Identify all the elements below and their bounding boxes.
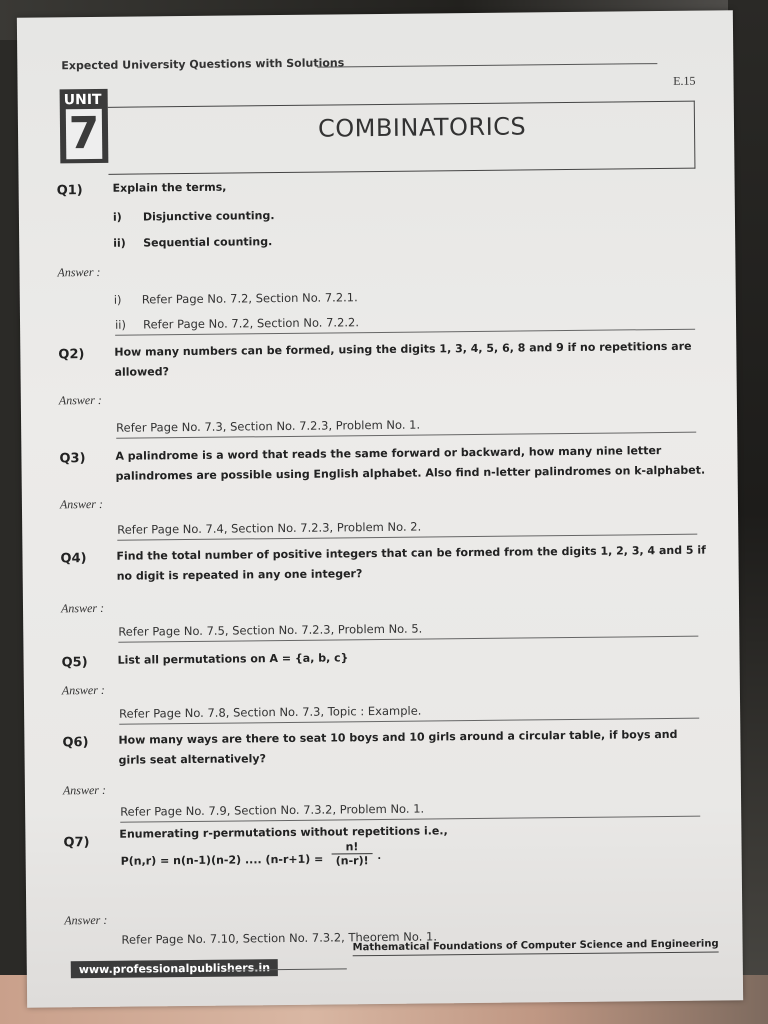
answer-item-text: Refer Page No. 7.2, Section No. 7.2.2. xyxy=(142,315,360,332)
question-label: Q1) xyxy=(56,183,83,199)
answer-reference: Refer Page No. 7.10, Section No. 7.3.2, Theorem No. 1. xyxy=(121,929,438,947)
footer-book-title: Mathematical Foundations of Computer Science and Engineering xyxy=(353,938,719,956)
question-label: Q3) xyxy=(59,451,86,467)
answer-reference xyxy=(115,312,695,336)
answer-reference: Refer Page No. 7.8, Section No. 7.3, Topic : Example. xyxy=(119,701,699,725)
answer-item-text: Refer Page No. 7.2, Section No. 7.2.1. xyxy=(141,290,358,307)
unit-number: 7 xyxy=(66,109,103,159)
answer-label: Answer : xyxy=(58,392,102,408)
answer-item-number: i) xyxy=(113,292,122,307)
formula-fraction xyxy=(331,840,372,867)
question-text: Enumerating r-permutations without repetitions i.e., xyxy=(119,824,448,841)
question-text: Find the total number of positive integers that can be formed from the digits 1, 2, 3, 4 and 5 if no digit is repeated in any one integer? xyxy=(116,543,706,583)
answer-label: Answer : xyxy=(59,496,104,512)
question-label: Q5) xyxy=(61,655,88,671)
question-label: Q4) xyxy=(60,551,87,567)
permutation-formula: P(n,r) = n(n-1)(n-2) .... (n-r+1) = xyxy=(120,852,324,868)
question-label: Q2) xyxy=(58,347,85,363)
question-sub-item xyxy=(113,235,272,250)
answer-item-number: ii) xyxy=(114,317,127,332)
sub-item-text: Sequential counting. xyxy=(143,235,273,250)
question-text: A palindrome is a word that reads the same forward or backward, how many nine letter palindromes are possible using English alphabet. Also find n-letter palindromes on k-alphabet. xyxy=(115,444,706,483)
answer-label: Answer : xyxy=(57,264,101,280)
answer-reference: Refer Page No. 7.3, Section No. 7.2.3, Problem No. 1. xyxy=(116,415,696,439)
fraction-denominator: (n-r)! xyxy=(335,854,369,868)
question-label: Q7) xyxy=(63,835,90,851)
unit-badge xyxy=(60,89,109,163)
answer-reference: Refer Page No. 7.5, Section No. 7.2.3, Problem No. 5. xyxy=(118,619,698,643)
answer-reference xyxy=(114,287,694,307)
running-header: Expected University Questions with Solutions xyxy=(61,56,345,73)
answer-label: Answer : xyxy=(62,782,106,798)
question-sub-item xyxy=(113,209,275,224)
question-text: How many numbers can be formed, using the digits 1, 3, 4, 5, 6, 8 and 9 if no repetitions are allowed? xyxy=(114,339,692,379)
question-text: Explain the terms, xyxy=(112,180,227,195)
fraction-numerator: n! xyxy=(331,840,372,854)
page-number: E.15 xyxy=(673,73,696,88)
footer-rule xyxy=(227,968,347,970)
footer-website: www.professionalpublishers.in xyxy=(71,959,278,978)
book-page xyxy=(17,10,743,1007)
sub-item-number: ii) xyxy=(113,236,126,250)
sub-item-text: Disjunctive counting. xyxy=(142,209,275,224)
formula-period: . xyxy=(377,848,382,863)
question-text: List all permutations on A = {a, b, c} xyxy=(117,651,349,667)
unit-label: UNIT xyxy=(63,91,102,109)
sub-item-number: i) xyxy=(112,210,122,224)
answer-reference: Refer Page No. 7.4, Section No. 7.2.3, Problem No. 2. xyxy=(117,517,697,541)
answer-reference: Refer Page No. 7.9, Section No. 7.3.2, Problem No. 1. xyxy=(120,799,700,823)
chapter-title: COMBINATORICS xyxy=(317,112,527,143)
question-text: How many ways are there to seat 10 boys and 10 girls around a circular table, if boys and girls seat alternatively? xyxy=(118,727,678,767)
header-rule xyxy=(317,63,657,68)
question-label: Q6) xyxy=(62,735,89,751)
answer-label: Answer : xyxy=(61,682,105,698)
answer-label: Answer : xyxy=(64,912,108,928)
answer-label: Answer : xyxy=(60,600,105,616)
